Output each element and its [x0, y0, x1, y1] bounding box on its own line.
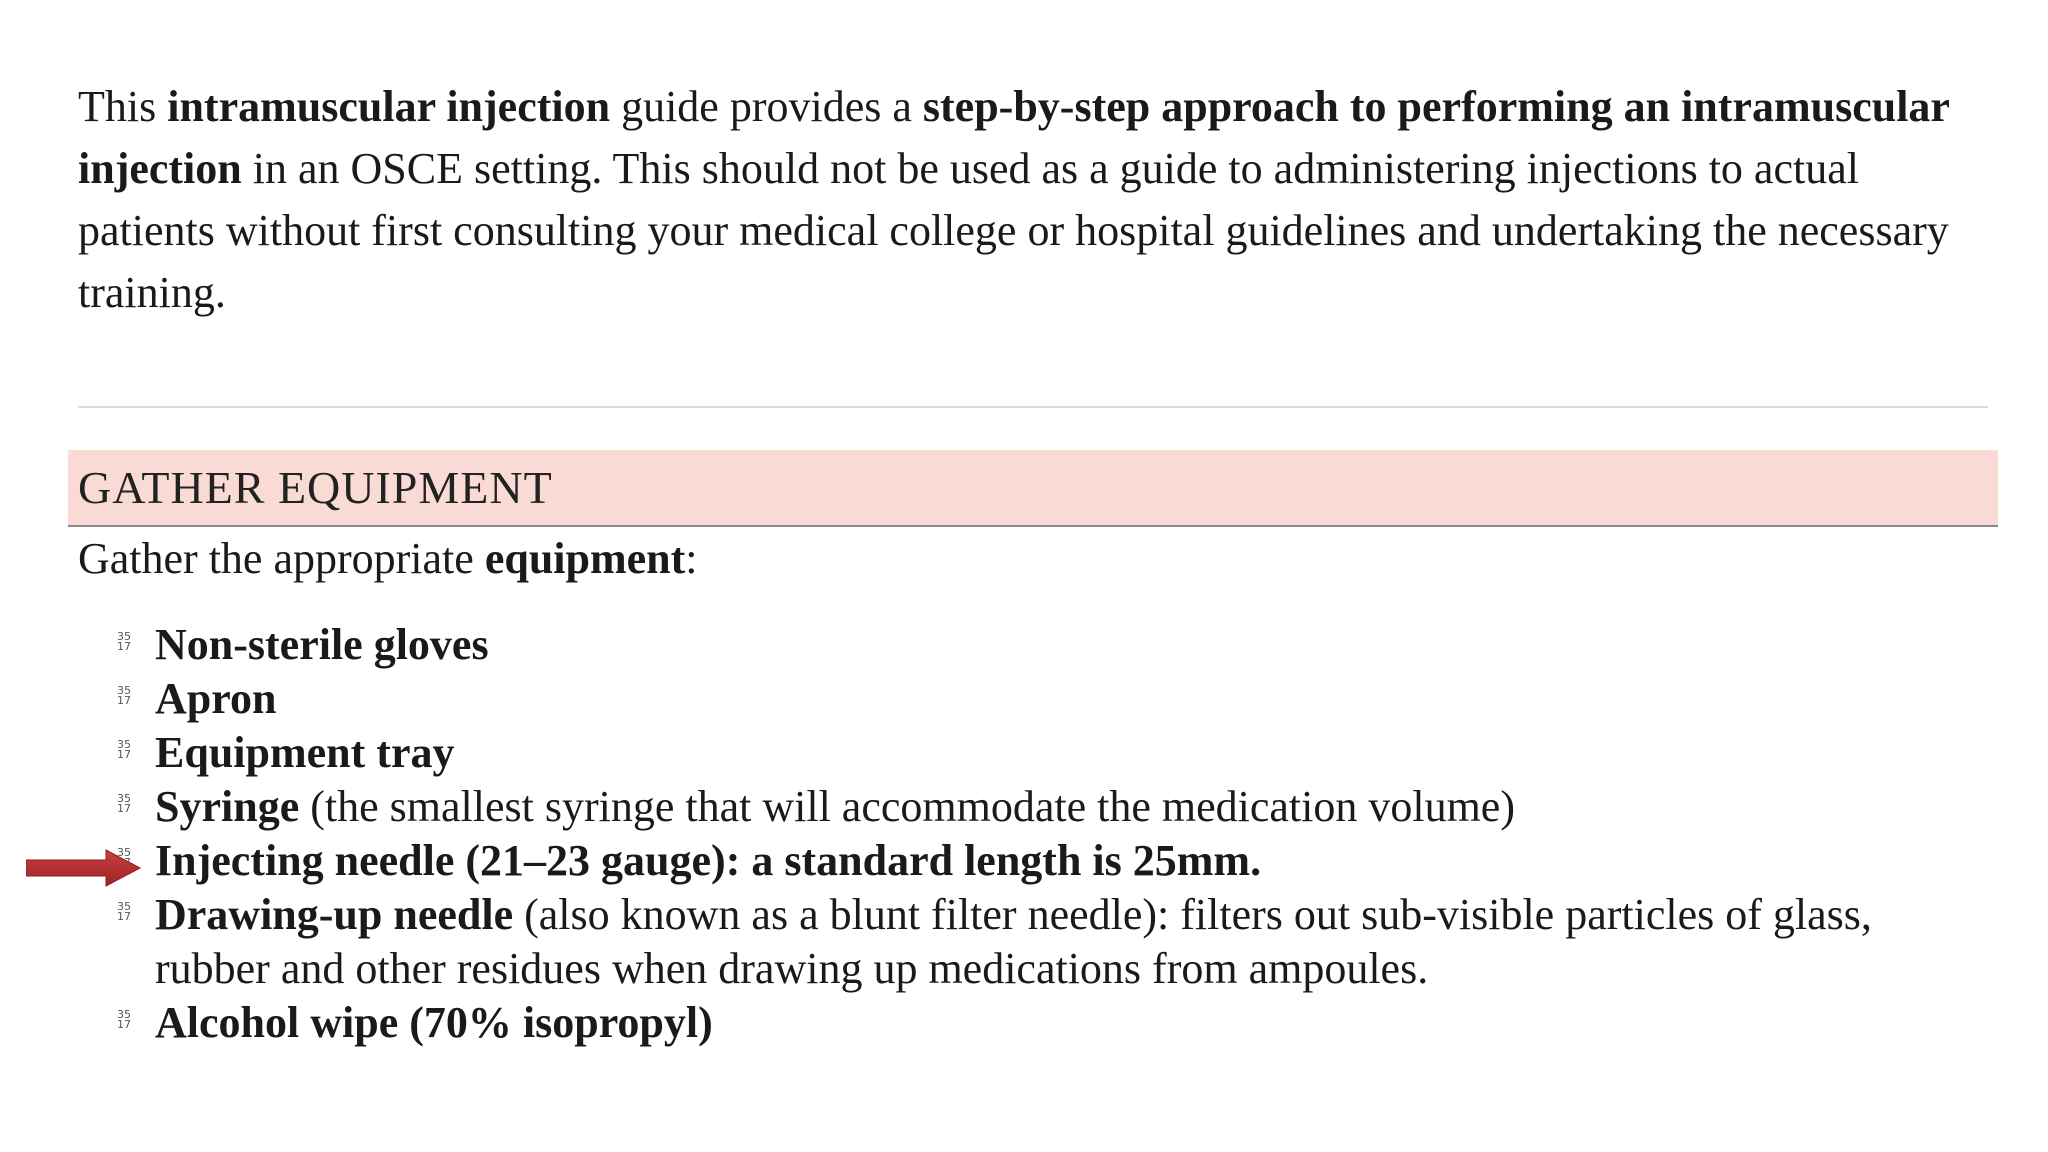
list-item [0, 996, 1905, 1050]
gather-text: Gather the appropriate [78, 534, 485, 583]
item-name: Syringe [155, 782, 300, 831]
item-name: Injecting needle (21–23 gauge): a standard length is 25mm. [155, 836, 1262, 885]
section-header [68, 450, 1998, 527]
list-marker-icon: 35 17 [117, 900, 131, 923]
list-marker-icon: 35 17 [117, 1008, 131, 1031]
intro-text-3: in an OSCE setting. This should not be used as a guide to administering injections to actual patients without first consulting your medical college or hospital guidelines and undertaking the necessary training. [78, 144, 1949, 317]
intro-bold-2: step-by-step approach to performing an intramuscular injection [78, 82, 1950, 193]
list-marker-icon: 35 [117, 846, 131, 859]
list-item [0, 888, 1905, 996]
list-item [0, 672, 1905, 726]
item-name: Equipment tray [155, 728, 455, 777]
list-item [0, 780, 1905, 834]
gather-end: : [685, 534, 698, 583]
intro-paragraph [78, 76, 1978, 324]
item-name: Alcohol wipe (70% isopropyl) [155, 998, 713, 1047]
equipment-list [0, 618, 2048, 1050]
gather-intro [78, 528, 698, 590]
list-marker-icon: 35 17 [117, 684, 131, 707]
list-marker-icon: 35 17 [117, 738, 131, 761]
right-arrow-icon [26, 848, 142, 888]
intro-bold-1: intramuscular injection [167, 82, 611, 131]
list-marker-icon: 35 17 [117, 630, 131, 653]
item-note: (the smallest syringe that will accommodate the medication volume) [299, 782, 1515, 831]
intro-text-1: This [78, 82, 168, 131]
list-marker-icon: 35 17 [117, 792, 131, 815]
list-item [0, 618, 1905, 672]
item-name: Drawing-up needle [155, 890, 514, 939]
gather-bold: equipment [484, 534, 686, 583]
item-note: (also known as a blunt filter needle): filters out sub-visible particles of glass, rubber and other residues when drawing up medications from ampoules. [155, 890, 1872, 993]
section-title: GATHER EQUIPMENT [78, 462, 553, 513]
list-item [0, 726, 1905, 780]
section-divider [78, 406, 1988, 408]
item-name: Apron [155, 674, 277, 723]
item-name: Non-sterile gloves [155, 620, 489, 669]
intro-text-2: guide provides a [610, 82, 923, 131]
list-item [0, 834, 1905, 888]
